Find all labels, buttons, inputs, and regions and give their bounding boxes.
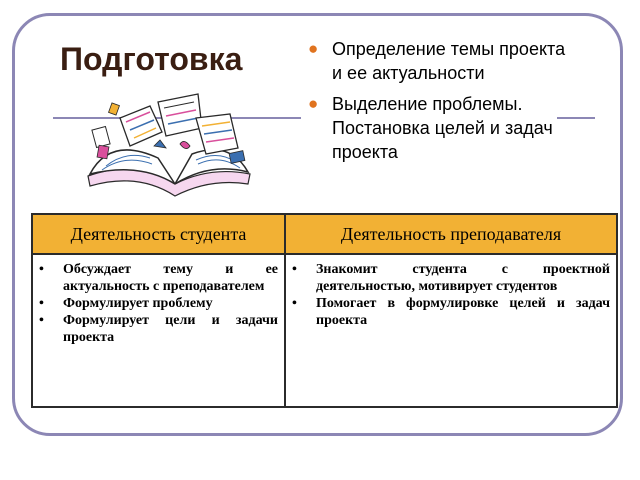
bullet-dot-icon: • bbox=[39, 313, 44, 328]
list-item-text: Формулирует проблему bbox=[63, 296, 213, 311]
slide-bullet-item bbox=[306, 37, 571, 85]
teacher-column-header: Деятельность преподавателя bbox=[286, 215, 616, 255]
slide-bullet-list bbox=[306, 37, 571, 171]
bullet-dot-icon: • bbox=[292, 262, 297, 277]
list-item bbox=[37, 261, 278, 295]
slide-bullet-text: Выделение проблемы. Постановка целей и задач проекта bbox=[332, 94, 553, 162]
list-item-text: Помогает в формулировке целей и задач проекта bbox=[316, 296, 610, 328]
slide-title: Подготовка bbox=[60, 41, 243, 77]
bullet-dot-icon: • bbox=[39, 296, 44, 311]
activity-table bbox=[31, 213, 618, 408]
bullet-dot-icon: ● bbox=[308, 39, 319, 58]
slide-bullet-item bbox=[306, 92, 571, 164]
student-column-header: Деятельность студента bbox=[33, 215, 286, 255]
teacher-activities-list bbox=[290, 261, 610, 329]
list-item-text: Знакомит студента с проектной деятельностью, мотивирует студентов bbox=[316, 262, 610, 294]
bullet-dot-icon: • bbox=[292, 296, 297, 311]
list-item bbox=[290, 295, 610, 329]
open-book-with-papers-icon bbox=[80, 88, 255, 200]
slide-bullet-text: Определение темы проекта и ее актуальности bbox=[332, 39, 566, 83]
list-item bbox=[290, 261, 610, 295]
list-item-text: Формулирует цели и задачи проекта bbox=[63, 313, 278, 345]
bullet-dot-icon: • bbox=[39, 262, 44, 277]
student-activities-cell bbox=[33, 255, 286, 406]
list-item bbox=[37, 312, 278, 346]
student-activities-list bbox=[37, 261, 278, 346]
teacher-activities-cell bbox=[286, 255, 616, 406]
list-item-text: Обсуждает тему и ее актуальность с преподавателем bbox=[63, 262, 278, 294]
list-item bbox=[37, 295, 278, 312]
bullet-dot-icon: ● bbox=[308, 94, 319, 113]
